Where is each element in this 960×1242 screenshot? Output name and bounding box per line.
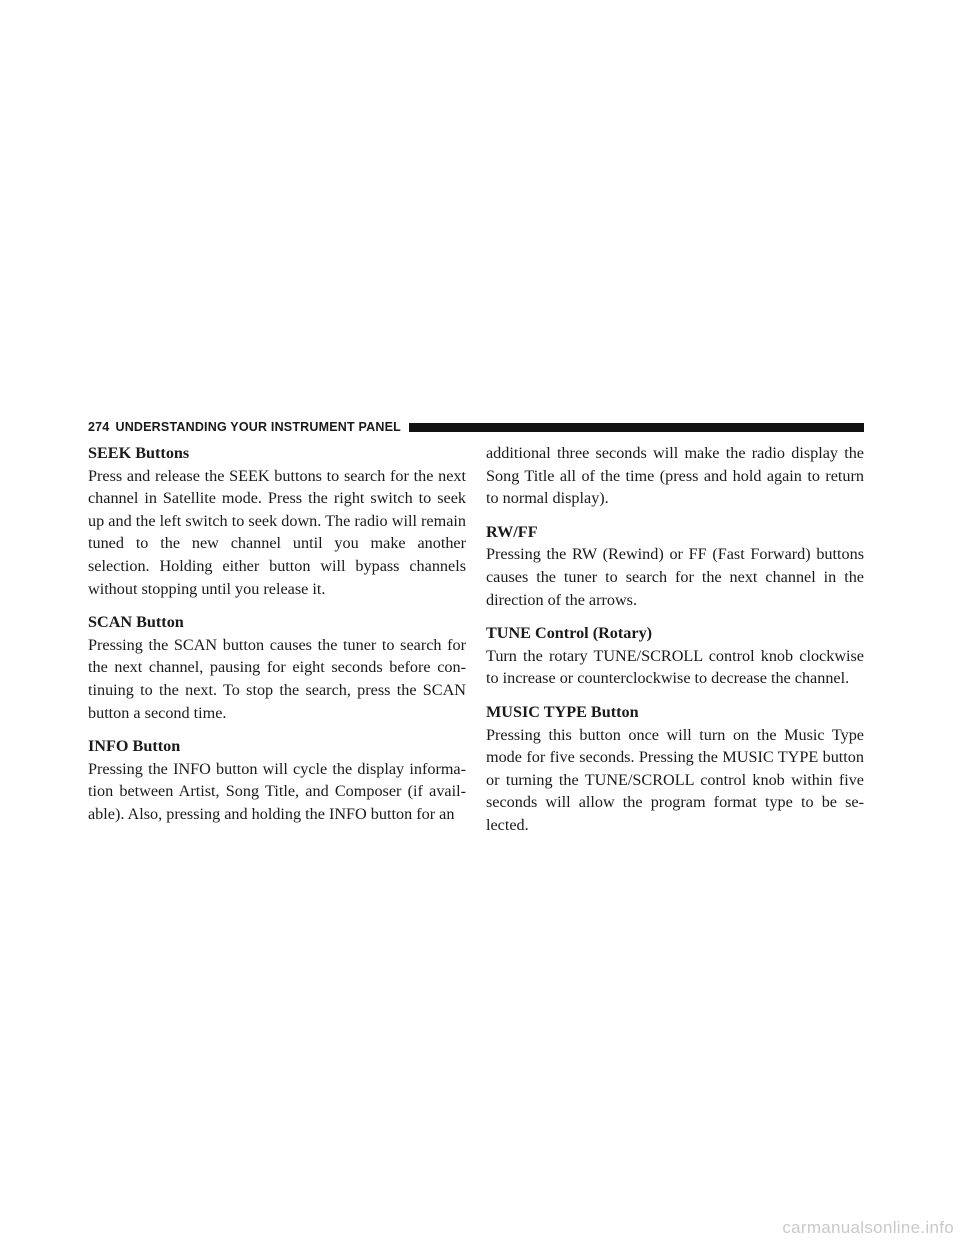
section-rw-ff: [486, 521, 864, 611]
heading-info-button: INFO Button: [88, 737, 181, 756]
section-tune-control: [486, 622, 864, 690]
para-info-button: Pressing the INFO button will cycle the display information between Artist, Song Title, and Composer (if available). Also, pressing and holding the INFO button for an: [88, 759, 466, 823]
section-scan-button: [88, 611, 466, 724]
para-info-continued: additional three seconds will make the radio display the Song Title all of the time (press and hold again to return to normal display).: [486, 444, 864, 508]
para-rw-ff: Pressing the RW (Rewind) or FF (Fast Forward) buttons causes the tuner to search for the next channel in the direction of the arrows.: [486, 545, 864, 609]
section-title: UNDERSTANDING YOUR INSTRUMENT PANEL: [115, 420, 401, 434]
page-number: 274: [88, 420, 110, 434]
section-seek-buttons: [88, 442, 466, 600]
section-music-type-button: [486, 701, 864, 837]
para-seek-buttons: Press and release the SEEK buttons to search for the next channel in Satellite mode. Press the right switch to seek up and the left switch to seek down. The radio will remain tuned to the new channel until you make another selection. Holding either button will bypass channels without stopping until you release it.: [88, 466, 466, 598]
watermark: carmanualsonline.info: [782, 1218, 954, 1237]
right-column: [486, 442, 864, 848]
section-info-continued: [486, 442, 864, 510]
running-header: [88, 418, 864, 436]
heading-tune-control: TUNE Control (Rotary): [486, 624, 653, 643]
heading-seek-buttons: SEEK Buttons: [88, 444, 190, 462]
heading-rw-ff: RW/FF: [486, 522, 538, 541]
heading-music-type-button: MUSIC TYPE Button: [486, 702, 639, 721]
left-column: [88, 442, 466, 837]
para-music-type-button: Pressing this button once will turn on the Music Type mode for five seconds. Pressing the MUSIC TYPE button or turning the TUNE/SCROLL control knob within five seconds will allow the program format type to be selected.: [486, 725, 864, 834]
para-tune-control: Turn the rotary TUNE/SCROLL control knob clockwise to increase or counterclockwise to decrease the channel.: [486, 646, 864, 688]
para-scan-button: Pressing the SCAN button causes the tuner to search for the next channel, pausing for eight seconds before continuing to the next. To stop the search, press the SCAN button a second time.: [88, 635, 466, 722]
header-rule: [409, 423, 864, 432]
section-info-button: [88, 735, 466, 825]
heading-scan-button: SCAN Button: [88, 613, 184, 632]
